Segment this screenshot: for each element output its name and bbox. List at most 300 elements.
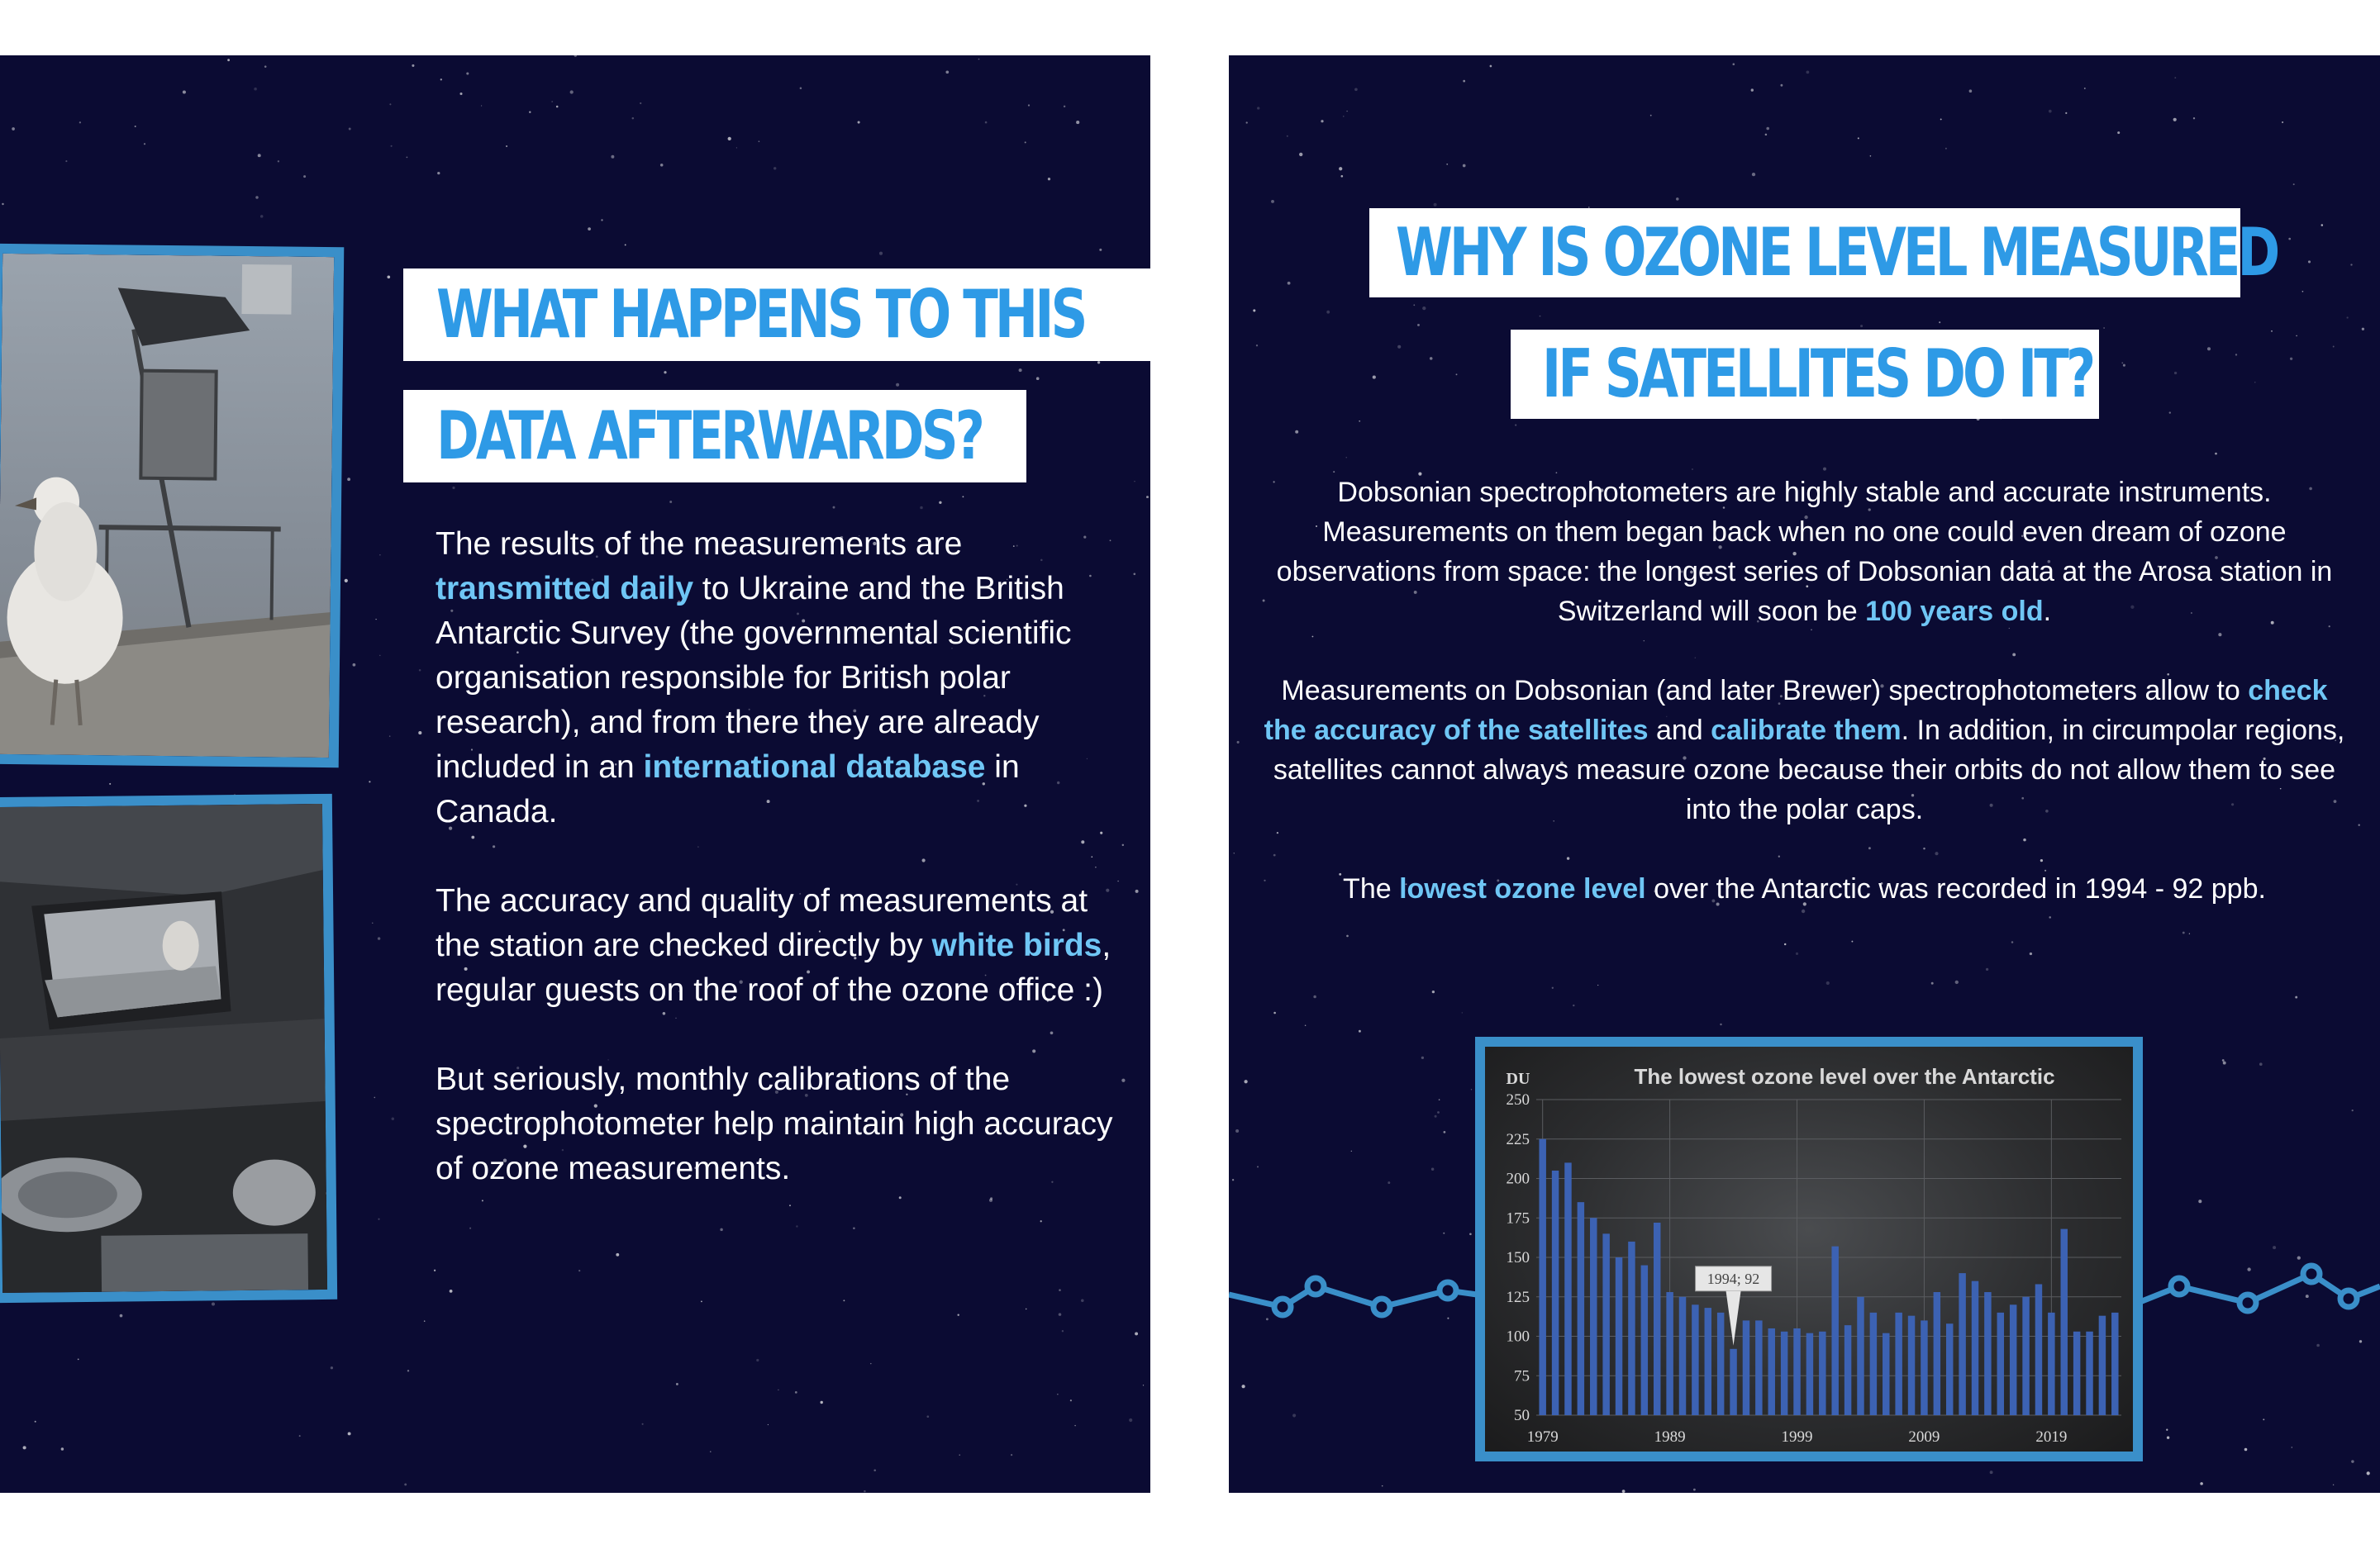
- star: [1388, 1181, 1390, 1184]
- star: [864, 1490, 866, 1493]
- star: [1990, 1471, 1993, 1474]
- star: [985, 121, 988, 124]
- star: [1439, 1099, 1440, 1100]
- wave-node: [2171, 1278, 2187, 1295]
- star: [756, 1359, 759, 1361]
- chart-y-tick-label: 100: [1506, 1328, 1530, 1346]
- star: [1940, 118, 1942, 120]
- chart-bar: [1921, 1320, 1927, 1415]
- annotation-pointer: [1726, 1291, 1741, 1346]
- star: [616, 1253, 619, 1257]
- star: [1573, 1005, 1574, 1006]
- star: [2244, 1448, 2248, 1452]
- star: [2359, 824, 2360, 826]
- star: [1471, 1089, 1472, 1090]
- star: [1237, 741, 1240, 744]
- star: [1931, 982, 1934, 985]
- chart-y-axis-label: DU: [1506, 1070, 1530, 1088]
- star: [1359, 421, 1360, 422]
- chart-bar: [2086, 1332, 2092, 1415]
- chart-bar: [2048, 1313, 2054, 1415]
- star: [419, 669, 421, 672]
- star: [1340, 175, 1343, 178]
- star: [1490, 65, 1492, 68]
- star: [2084, 88, 2086, 89]
- star: [227, 59, 230, 61]
- star: [506, 145, 507, 147]
- star: [378, 937, 380, 939]
- star: [1765, 134, 1768, 136]
- star: [920, 506, 923, 510]
- star: [601, 219, 602, 221]
- left-paragraph-3: But seriously, monthly calibrations of the spectrophotometer help maintain high accuracy of ozone measurements.: [436, 1062, 1113, 1186]
- highlight-lowest-ozone-level: lowest ozone level: [1399, 873, 1646, 905]
- star: [1099, 249, 1102, 251]
- star: [1462, 1012, 1463, 1013]
- star: [660, 164, 664, 167]
- ozone-bar-chart: [1485, 1047, 2133, 1452]
- star: [1752, 173, 1755, 176]
- star: [625, 244, 626, 245]
- star: [2271, 330, 2273, 332]
- star: [2, 203, 3, 205]
- star: [1434, 203, 1437, 207]
- star: [1346, 111, 1347, 112]
- star: [1133, 573, 1135, 575]
- star: [2351, 1460, 2354, 1462]
- chart-bar: [1781, 1332, 1787, 1415]
- highlight-transmitted-daily: transmitted daily: [436, 571, 694, 606]
- star: [1019, 368, 1022, 372]
- star: [369, 781, 370, 782]
- star: [144, 143, 145, 145]
- star: [1870, 155, 1872, 157]
- star: [2174, 372, 2177, 374]
- star: [574, 55, 577, 57]
- star: [1432, 991, 1435, 993]
- chart-bar: [1641, 1266, 1648, 1415]
- star: [1295, 430, 1298, 434]
- chart-y-tick-label: 150: [1506, 1249, 1530, 1266]
- star: [1945, 148, 1947, 150]
- star: [1246, 121, 1248, 123]
- chart-x-tick-label: 1999: [1781, 1428, 1813, 1446]
- star: [2174, 77, 2176, 78]
- star: [35, 1421, 36, 1423]
- star: [962, 496, 964, 497]
- star: [640, 102, 641, 104]
- chart-bar: [1972, 1281, 1978, 1415]
- highlight-international-database: international database: [643, 749, 986, 785]
- star: [389, 735, 391, 737]
- chart-bar: [1602, 1233, 1609, 1415]
- star: [1117, 881, 1119, 882]
- left-body-text: [436, 522, 1113, 1236]
- star: [1650, 115, 1652, 116]
- star: [1766, 127, 1769, 131]
- star: [1860, 325, 1863, 327]
- star: [1552, 987, 1554, 989]
- star: [1622, 1490, 1626, 1493]
- star: [434, 1270, 436, 1271]
- star: [2223, 1062, 2226, 1065]
- star: [1048, 178, 1050, 180]
- chart-bar: [1895, 1313, 1902, 1415]
- star: [2293, 183, 2295, 185]
- star: [1256, 344, 1258, 346]
- star: [1062, 1330, 1064, 1332]
- star: [1081, 1300, 1084, 1303]
- star: [1321, 120, 1323, 122]
- chart-bar: [1590, 1218, 1597, 1415]
- star: [1026, 1309, 1027, 1310]
- chart-bar: [2061, 1229, 2068, 1415]
- star: [870, 1363, 871, 1364]
- star: [379, 655, 381, 657]
- star: [2296, 335, 2297, 337]
- star: [2173, 118, 2177, 121]
- star: [800, 88, 802, 90]
- right-title-line2: IF SATELLITES DO IT?: [1511, 330, 2099, 419]
- star: [551, 101, 553, 102]
- chart-bar: [1883, 1333, 1889, 1415]
- star: [2295, 996, 2297, 999]
- star: [424, 1320, 426, 1322]
- star: [1351, 1151, 1352, 1152]
- star: [736, 147, 737, 148]
- star: [1244, 1080, 1247, 1083]
- star: [556, 106, 559, 108]
- star: [1271, 200, 1274, 203]
- star: [1097, 361, 1100, 363]
- star: [1463, 164, 1466, 168]
- chart-bar: [1578, 1202, 1584, 1415]
- chart-bar: [1539, 1139, 1545, 1415]
- star: [795, 1391, 797, 1394]
- star: [278, 160, 279, 162]
- star: [1417, 324, 1420, 326]
- star: [2167, 1437, 2169, 1439]
- star: [896, 383, 899, 387]
- star: [1469, 1233, 1472, 1235]
- chart-y-tick-label: 50: [1514, 1407, 1530, 1424]
- star: [2308, 260, 2311, 263]
- star: [412, 64, 414, 67]
- star: [375, 619, 376, 620]
- star: [843, 1300, 845, 1301]
- star: [1257, 1166, 1259, 1167]
- star: [450, 1290, 453, 1293]
- chart-bar: [1844, 1325, 1851, 1415]
- star: [2030, 953, 2032, 955]
- star: [12, 127, 15, 131]
- ozone-chart-frame: [1475, 1037, 2143, 1461]
- star: [378, 1219, 379, 1220]
- star: [1435, 1115, 1437, 1118]
- chart-bar: [1654, 1223, 1660, 1415]
- star: [1444, 1131, 1446, 1133]
- star: [2290, 358, 2292, 360]
- star: [1780, 84, 1783, 87]
- star: [1422, 306, 1426, 310]
- star: [347, 478, 350, 481]
- wave-node: [2303, 1266, 2320, 1282]
- star: [774, 167, 776, 169]
- star: [2362, 328, 2364, 330]
- left-page: [0, 55, 1150, 1493]
- star: [2288, 238, 2291, 240]
- star: [632, 117, 635, 120]
- chart-bar: [1934, 1292, 1940, 1415]
- highlight-100-years-old: 100 years old: [1865, 596, 2044, 627]
- star: [2346, 316, 2348, 318]
- star: [1121, 1079, 1125, 1082]
- star: [1346, 457, 1347, 458]
- star: [2235, 354, 2237, 355]
- star: [260, 215, 264, 218]
- star: [1431, 1168, 1434, 1171]
- star: [1070, 1399, 1072, 1401]
- star: [2207, 347, 2211, 350]
- chart-bar: [1806, 1333, 1813, 1415]
- chart-bar: [1743, 1320, 1749, 1415]
- star: [459, 93, 462, 95]
- star: [2350, 264, 2352, 265]
- star: [2367, 1471, 2370, 1475]
- star: [879, 252, 883, 255]
- star: [1397, 345, 1401, 349]
- antenna-bird-image: [0, 254, 334, 758]
- star: [1382, 1485, 1383, 1487]
- star: [1858, 137, 1859, 139]
- star: [391, 145, 393, 147]
- star: [1036, 377, 1040, 380]
- window-bird-photo: [0, 794, 337, 1303]
- star: [759, 140, 760, 142]
- star: [2117, 131, 2120, 134]
- left-title-line2: DATA AFTERWARDS?: [403, 390, 1026, 482]
- right-paragraph-3: The lowest ozone level over the Antarctic was recorded in 1994 - 92 ppb.: [1343, 873, 2266, 905]
- left-paragraph-2: The accuracy and quality of measurements at the station are checked directly by white birds, regular guests on the roof of the ozone office :): [436, 883, 1111, 1008]
- star: [833, 506, 835, 509]
- chart-bar: [1908, 1316, 1915, 1415]
- chart-bar: [1870, 1313, 1877, 1415]
- chart-bar: [1666, 1292, 1673, 1415]
- chart-y-tick-label: 225: [1506, 1130, 1530, 1148]
- wave-node: [1307, 1278, 1324, 1295]
- star: [1059, 1313, 1062, 1316]
- star: [120, 1314, 123, 1318]
- wave-node: [2340, 1290, 2357, 1307]
- chart-bar: [1946, 1323, 1953, 1415]
- star: [255, 196, 258, 198]
- star: [1676, 197, 1679, 201]
- chart-bar: [1831, 1247, 1838, 1415]
- star: [331, 1366, 333, 1369]
- wave-node: [2240, 1295, 2256, 1311]
- star: [728, 137, 731, 140]
- star: [258, 154, 261, 157]
- chart-bar: [1628, 1242, 1635, 1415]
- star: [392, 1118, 395, 1121]
- star: [926, 1415, 929, 1418]
- star: [1299, 153, 1302, 156]
- star: [2259, 1062, 2263, 1066]
- star: [1235, 1129, 1239, 1133]
- star: [379, 554, 380, 555]
- star: [1129, 1418, 1132, 1422]
- star: [529, 111, 531, 112]
- star: [939, 501, 941, 504]
- highlight-white-birds: white birds: [931, 928, 1102, 963]
- chart-bar: [1616, 1257, 1622, 1415]
- chart-x-tick-label: 2019: [2035, 1428, 2068, 1446]
- star: [303, 175, 306, 178]
- star: [1823, 468, 1826, 471]
- star: [820, 1401, 822, 1404]
- wave-node: [1373, 1299, 1390, 1315]
- star: [957, 1314, 959, 1315]
- star: [978, 59, 980, 60]
- window-bird-image: [0, 804, 327, 1293]
- star: [1515, 425, 1516, 426]
- star: [212, 1302, 215, 1305]
- chart-bar: [2022, 1297, 2029, 1415]
- star: [374, 1097, 376, 1099]
- right-body-text: [1262, 473, 2347, 948]
- star: [669, 501, 672, 503]
- star: [1232, 1179, 1234, 1181]
- chart-bar: [2035, 1284, 2042, 1415]
- star: [372, 923, 373, 924]
- chart-bar: [1857, 1297, 1864, 1415]
- star: [1287, 135, 1288, 137]
- wave-node: [1440, 1282, 1456, 1299]
- star: [1796, 953, 1798, 955]
- star: [1443, 1233, 1445, 1234]
- chart-title: The lowest ozone level over the Antarctic: [1634, 1064, 2055, 1089]
- star: [1720, 1024, 1721, 1025]
- right-title-line1: WHY IS OZONE LEVEL MEASURED: [1369, 208, 2240, 297]
- star: [570, 90, 574, 93]
- star: [1456, 373, 1458, 375]
- star: [1313, 995, 1316, 999]
- star: [1939, 321, 1940, 323]
- star: [1028, 104, 1030, 106]
- star: [109, 783, 111, 785]
- chart-bar: [1564, 1162, 1571, 1415]
- star: [407, 1370, 409, 1371]
- right-paragraph-2: Measurements on Dobsonian (and later Brewer) spectrophotometers allow to check the accuracy of the satellites and calibrate them. In addition, in circumpolar regions, satellites cannot always measure ozone because their orbits do not allow them to see into the polar caps.: [1264, 675, 2345, 825]
- star: [1969, 89, 1973, 93]
- star: [1135, 1332, 1138, 1335]
- star: [2215, 453, 2217, 455]
- star: [701, 1301, 702, 1303]
- annotation-label: 1994; 92: [1706, 1270, 1760, 1287]
- star: [858, 121, 860, 123]
- star: [664, 371, 666, 373]
- star: [1074, 1425, 1075, 1426]
- star: [1011, 1454, 1012, 1456]
- star: [353, 663, 356, 667]
- star: [676, 1383, 678, 1385]
- star: [1421, 1057, 1424, 1059]
- star: [348, 1432, 351, 1435]
- star: [389, 103, 391, 105]
- star: [2291, 1447, 2292, 1448]
- star: [254, 88, 257, 91]
- star: [1540, 316, 1541, 317]
- star: [1241, 1385, 1245, 1388]
- star: [1305, 1025, 1307, 1027]
- chart-y-tick-label: 250: [1506, 1091, 1530, 1109]
- star: [1064, 106, 1065, 107]
- star: [2103, 327, 2105, 329]
- star: [2352, 1109, 2354, 1111]
- star: [768, 1424, 769, 1425]
- star: [440, 78, 442, 80]
- chart-bar: [1552, 1171, 1559, 1415]
- star: [1413, 304, 1415, 306]
- star: [79, 121, 81, 123]
- star: [2065, 112, 2067, 114]
- star: [78, 1359, 79, 1361]
- star: [1826, 981, 1830, 985]
- star: [1339, 167, 1342, 170]
- star: [264, 65, 267, 68]
- star: [959, 1455, 960, 1456]
- star: [1373, 376, 1376, 379]
- star: [135, 126, 136, 127]
- star: [2049, 110, 2052, 113]
- star: [2169, 411, 2171, 413]
- chart-bar: [1679, 1297, 1686, 1415]
- star: [452, 487, 455, 489]
- chart-x-tick-label: 1989: [1654, 1428, 1686, 1446]
- chart-bar: [1717, 1313, 1724, 1415]
- chart-bar: [2010, 1304, 2016, 1415]
- star: [611, 155, 614, 159]
- star: [2333, 346, 2335, 348]
- right-paragraph-1: Dobsonian spectrophotometers are highly stable and accurate instruments. Measurements on them began back when no one could even dream of ozone observations from space: the longest series of Dobsonian data at the Arosa station in Switzerland will soon be 100 years old.: [1276, 477, 2333, 627]
- star: [481, 105, 482, 106]
- star: [183, 90, 186, 93]
- chart-bar: [1959, 1273, 1965, 1415]
- chart-y-tick-label: 175: [1506, 1209, 1530, 1228]
- star: [1025, 141, 1026, 143]
- star: [23, 1446, 26, 1449]
- chart-bar: [2073, 1332, 2080, 1415]
- star: [1359, 1030, 1361, 1033]
- star: [1733, 63, 1735, 65]
- star: [2316, 1344, 2320, 1347]
- star: [1326, 311, 1330, 314]
- star: [2198, 1200, 2202, 1203]
- star: [2200, 1482, 2203, 1485]
- chart-y-tick-label: 75: [1514, 1367, 1530, 1385]
- wave-node: [1274, 1299, 1291, 1315]
- star: [2263, 1418, 2264, 1420]
- star: [945, 70, 949, 74]
- chart-x-tick-label: 1979: [1526, 1428, 1559, 1446]
- star: [1288, 282, 1291, 285]
- star: [404, 1483, 407, 1485]
- star: [345, 579, 348, 582]
- antenna-bird-photo: [0, 244, 344, 767]
- star: [2193, 117, 2195, 119]
- star: [406, 156, 407, 158]
- chart-bar: [1705, 1308, 1711, 1415]
